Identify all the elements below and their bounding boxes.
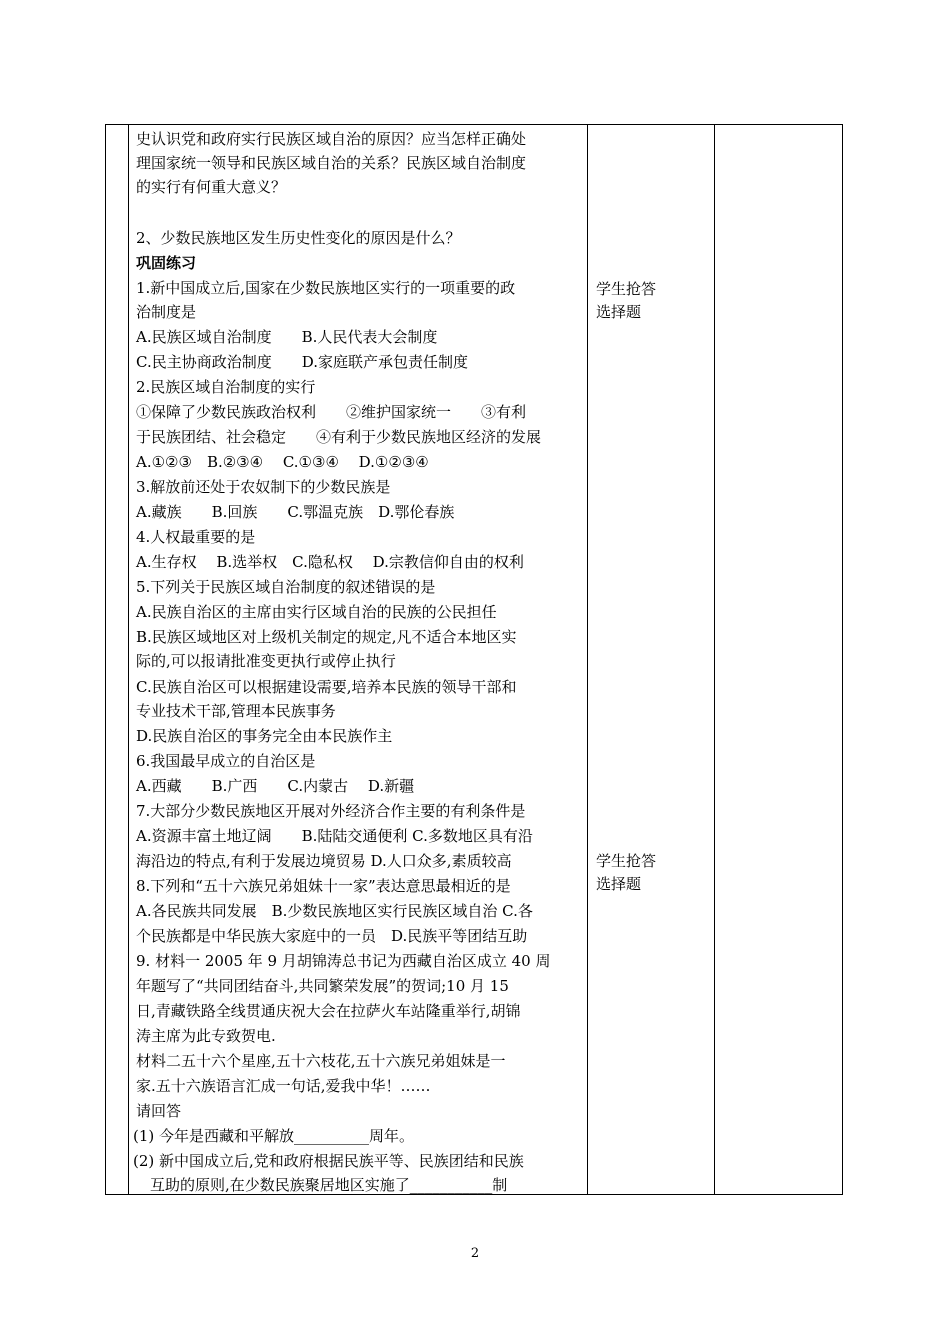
student-activity-note — [596, 850, 656, 896]
content-line: 家.五十六族语言汇成一句话,爱我中华！…… — [136, 1077, 431, 1095]
content-line: (1) 今年是西藏和平解放__________周年。 — [133, 1127, 415, 1145]
lesson-table — [105, 124, 843, 1195]
content-line: ①保障了少数民族政治权利 ②维护国家统一 ③有利 — [136, 403, 527, 421]
content-line: 的实行有何重大意义？ — [136, 178, 287, 196]
content-line: 材料二五十六个星座,五十六枝花,五十六族兄弟姐妹是一 — [136, 1052, 506, 1070]
note-line: 选择题 — [596, 303, 642, 321]
page-number: 2 — [470, 1246, 480, 1261]
content-line: 于民族团结、社会稳定 ④有利于少数民族地区经济的发展 — [136, 428, 542, 446]
note-line: 学生抢答 — [596, 280, 657, 298]
content-line: 1.新中国成立后,国家在少数民族地区实行的一项重要的政 — [136, 279, 516, 297]
content-line: C.民族自治区可以根据建设需要,培养本民族的领导干部和 — [136, 678, 517, 696]
content-line: 请回答 — [136, 1102, 182, 1120]
content-line: A.各民族共同发展 B.少数民族地区实行民族区域自治 C.各 — [136, 902, 533, 920]
content-line: A.资源丰富土地辽阔 B.陆陆交通便利 C.多数地区具有沿 — [136, 827, 533, 845]
content-line: D.民族自治区的事务完全由本民族作主 — [136, 727, 393, 745]
note-line: 选择题 — [596, 875, 642, 893]
content-line: 际的,可以报请批准变更执行或停止执行 — [136, 652, 396, 670]
content-line: 6.我国最早成立的自治区是 — [136, 752, 316, 770]
content-line: 治制度是 — [136, 303, 197, 321]
content-line: 2.民族区域自治制度的实行 — [136, 378, 316, 396]
column-divider — [587, 125, 588, 1194]
content-line: (2) 新中国成立后,党和政府根据民族平等、民族团结和民族 — [133, 1152, 524, 1170]
content-line: 涛主席为此专致贺电. — [136, 1027, 276, 1045]
content-line: 2、少数民族地区发生历史性变化的原因是什么？ — [136, 229, 461, 247]
content-line: 史认识党和政府实行民族区域自治的原因？应当怎样正确处 — [136, 130, 527, 148]
content-line: 4.人权最重要的是 — [136, 528, 256, 546]
content-line: A.民族自治区的主席由实行区域自治的民族的公民担任 — [136, 603, 497, 621]
content-line: A.①②③ B.②③④ C.①③④ D.①②③④ — [136, 453, 429, 471]
content-line: A.西藏 B.广西 C.内蒙古 D.新疆 — [136, 777, 415, 795]
content-line: 个民族都是中华民族大家庭中的一员 D.民族平等团结互助 — [136, 927, 528, 945]
content-line: 7.大部分少数民族地区开展对外经济合作主要的有利条件是 — [136, 802, 526, 820]
content-line: 8.下列和“五十六族兄弟姐妹十一家”表达意思最相近的是 — [136, 877, 511, 895]
section-heading: 巩固练习 — [136, 254, 197, 272]
content-line: 5.下列关于民族区域自治制度的叙述错误的是 — [136, 578, 436, 596]
content-line: 互助的原则,在少数民族聚居地区实施了___________制 — [150, 1176, 508, 1194]
content-line: 海沿边的特点,有利于发展边境贸易 D.人口众多,素质较高 — [136, 852, 512, 870]
student-activity-note — [596, 278, 656, 324]
content-line: 日,青藏铁路全线贯通庆祝大会在拉萨火车站隆重举行,胡锦 — [136, 1002, 521, 1020]
content-line: A.民族区域自治制度 B.人民代表大会制度 — [136, 328, 438, 346]
column-divider — [128, 125, 129, 1194]
content-line: 9. 材料一 2005 年 9 月胡锦涛总书记为西藏自治区成立 40 周 — [136, 952, 551, 970]
content-line: A.生存权 B.选举权 C.隐私权 D.宗教信仰自由的权利 — [136, 553, 524, 571]
content-line: A.藏族 B.回族 C.鄂温克族 D.鄂伦春族 — [136, 503, 455, 521]
content-line: 3.解放前还处于农奴制下的少数民族是 — [136, 478, 391, 496]
content-line: 专业技术干部,管理本民族事务 — [136, 702, 336, 720]
note-line: 学生抢答 — [596, 852, 657, 870]
content-line: B.民族区域地区对上级机关制定的规定,凡不适合本地区实 — [136, 628, 517, 646]
column-divider — [714, 125, 715, 1194]
content-line: C.民主协商政治制度 D.家庭联产承包责任制度 — [136, 353, 468, 371]
content-line: 年题写了“共同团结奋斗,共同繁荣发展”的贺词;10 月 15 — [136, 977, 509, 995]
content-line: 理国家统一领导和民族区域自治的关系？民族区域自治制度 — [136, 154, 527, 172]
